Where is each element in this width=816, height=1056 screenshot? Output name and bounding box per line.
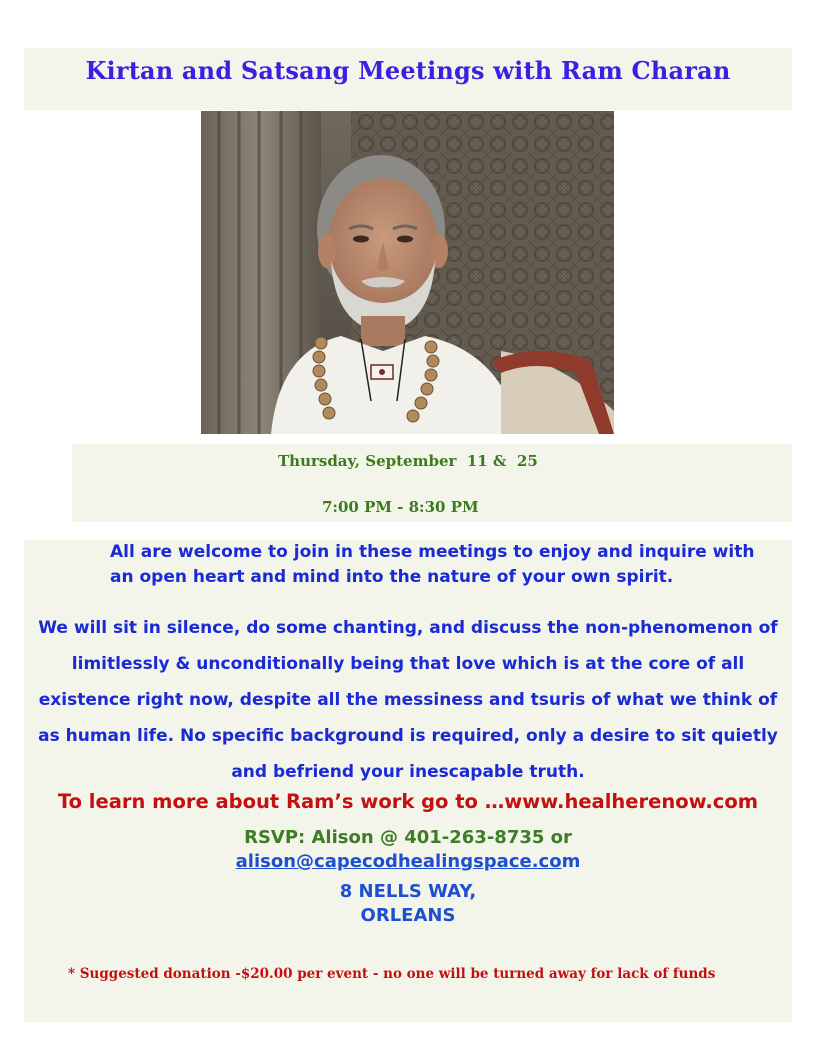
email-line: [24, 850, 792, 874]
page-title: Kirtan and Satsang Meetings with Ram Charan: [85, 56, 731, 85]
event-time: 7:00 PM - 8:30 PM: [322, 498, 479, 516]
schedule-panel: [72, 444, 792, 522]
learn-more-text: To learn more about Ram’s work go to …www.healherenow.com: [57, 790, 759, 813]
address-town: ORLEANS: [360, 905, 456, 926]
email-suffix: m: [561, 851, 581, 872]
event-dates: Thursday, September 11 & 25: [278, 452, 538, 470]
address-street: 8 NELLS WAY,: [339, 881, 477, 902]
description-panel: [24, 540, 792, 1022]
description-text: We will sit in silence, do some chanting, and discuss the non-phenomenon of limitlessly & unconditionally being that love which is at the core of all existence right now, despite all the messiness and tsuris of what we think of as human life. No specific background is required, only a desire to sit quietly and befriend your inescapable truth.: [38, 618, 778, 782]
donation-note: * Suggested donation -$20.00 per event - no one will be turned away for lack of funds: [68, 966, 716, 982]
title-banner: [24, 48, 792, 110]
rsvp-line: RSVP: Alison @ 401-263-8735 or: [244, 827, 572, 848]
email-link[interactable]: alison@capecodhealingspace.co: [235, 851, 562, 872]
intro-text: All are welcome to join in these meetings to enjoy and inquire with an open heart and mind into the nature of your own spirit.: [110, 542, 755, 587]
presenter-photo: [201, 111, 614, 434]
